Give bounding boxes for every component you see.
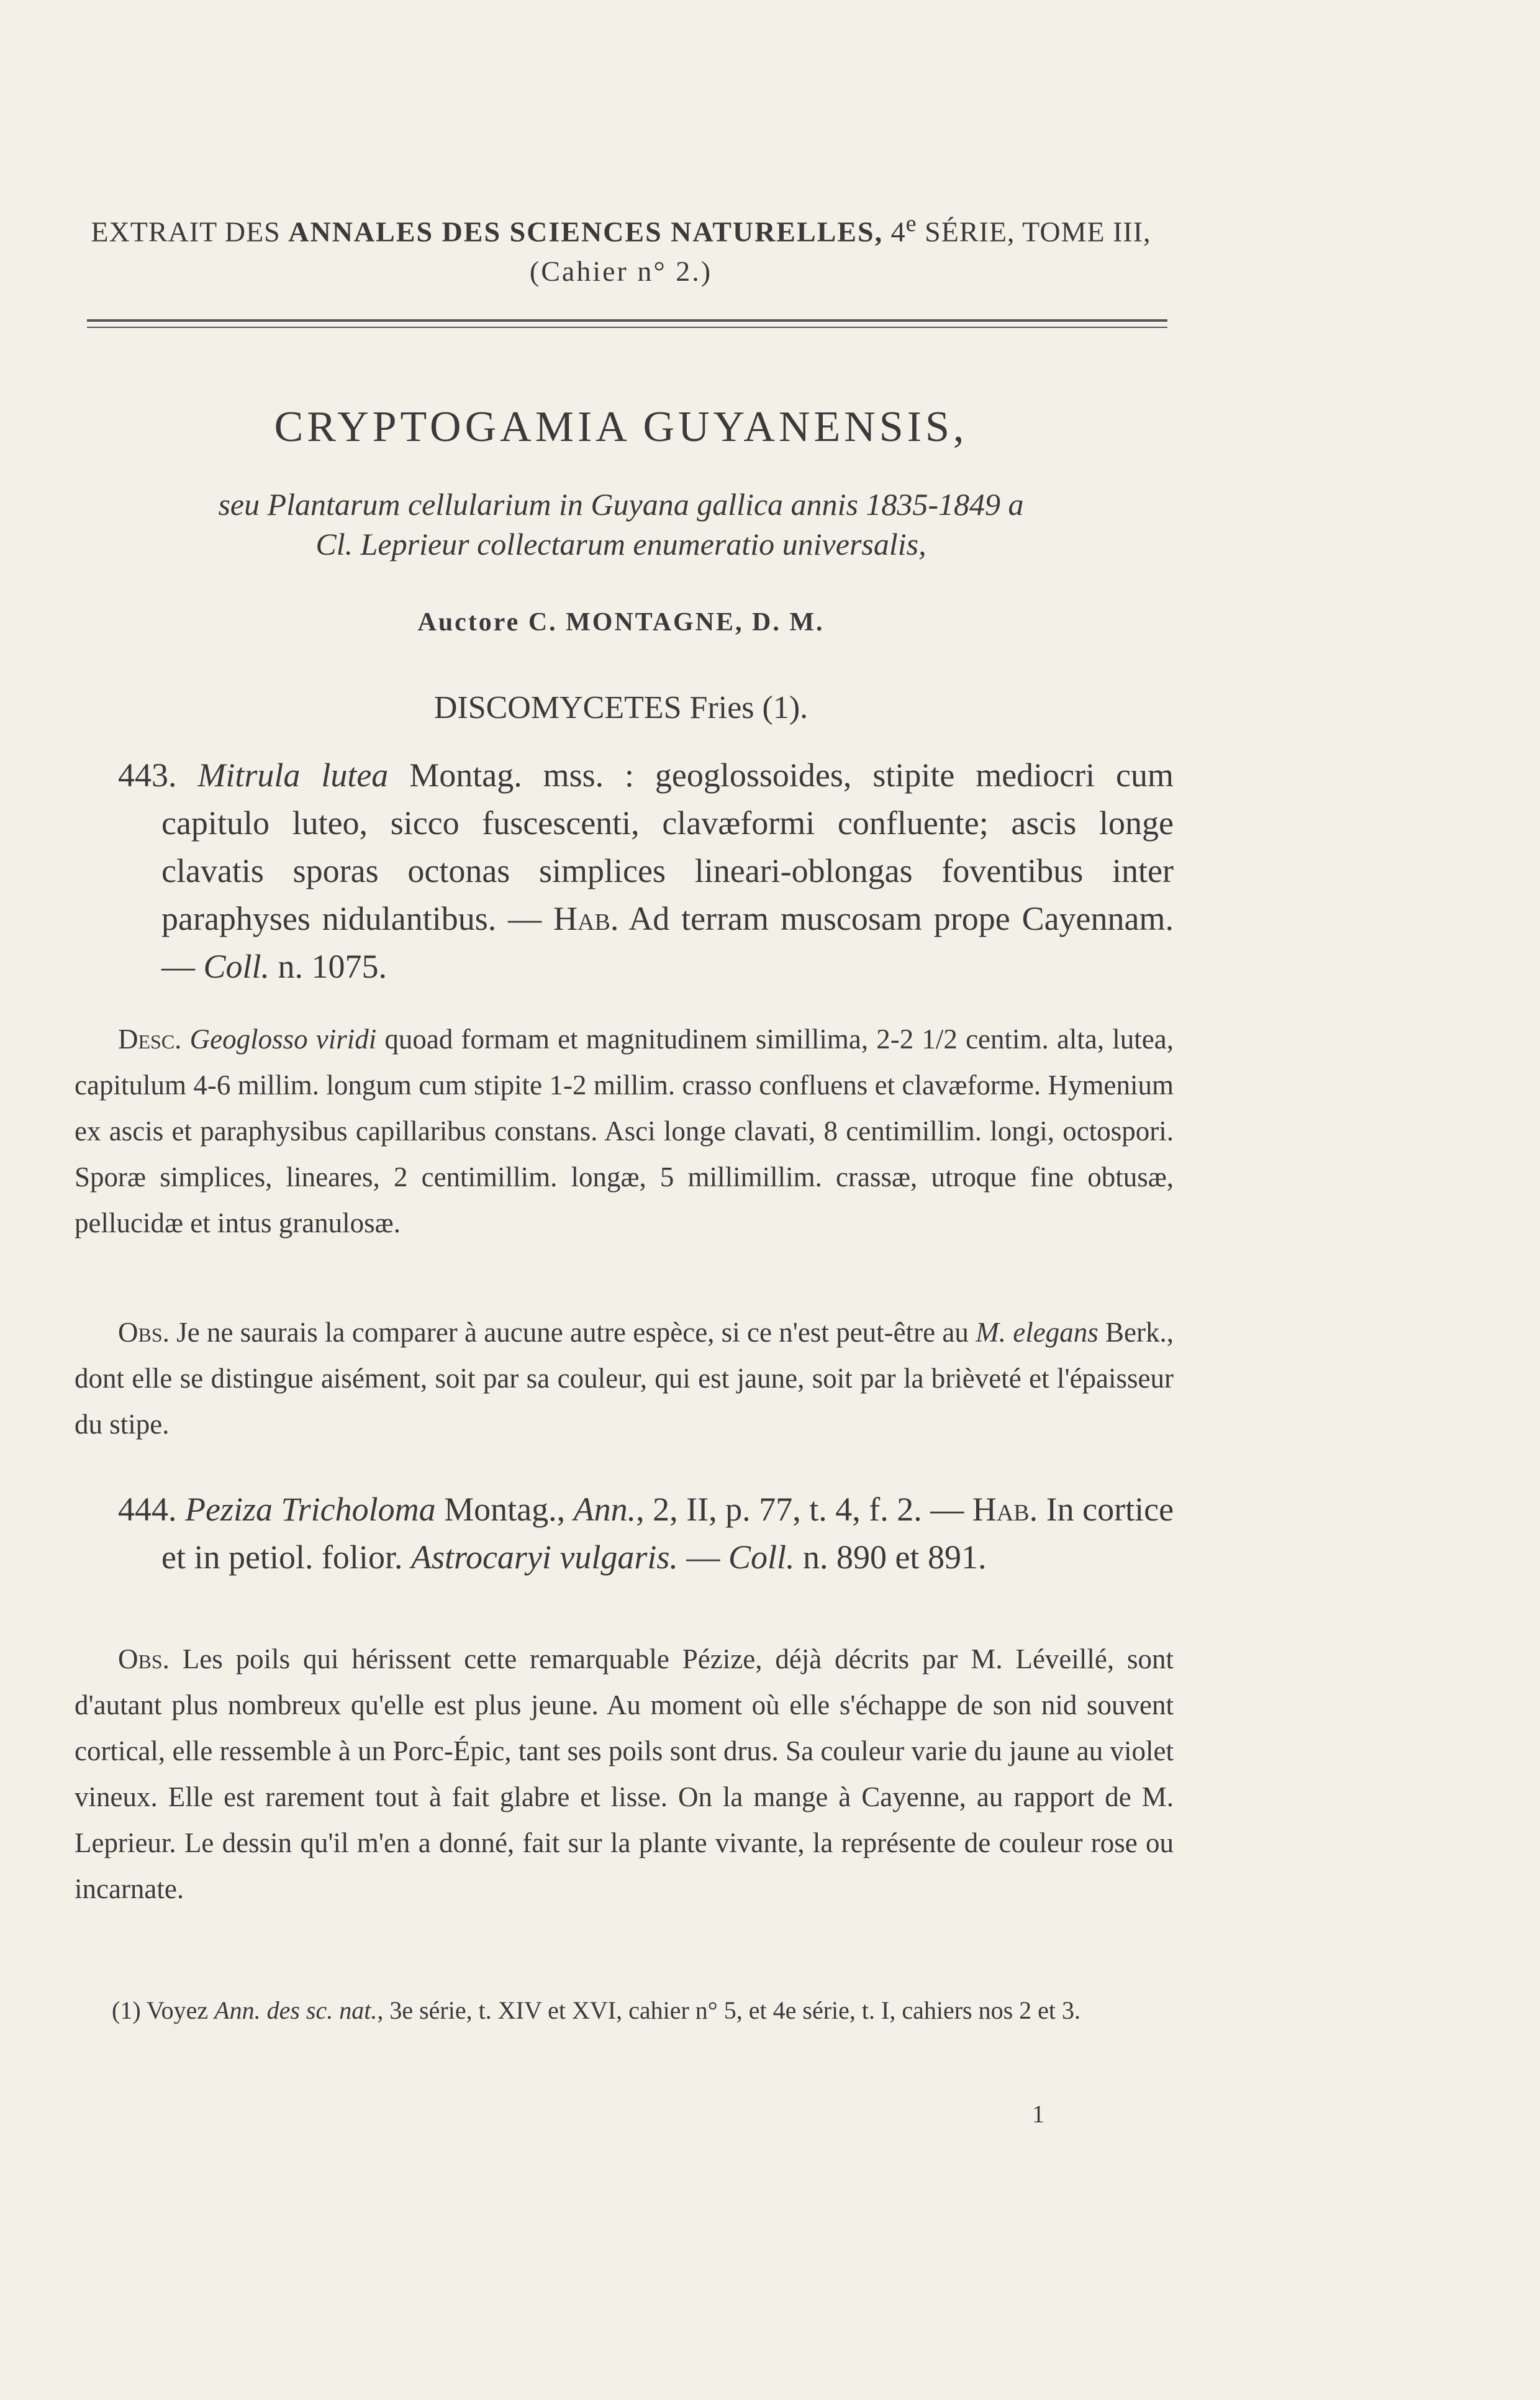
- footnote-text-1: Voyez: [146, 1996, 209, 2024]
- hab-text: In cortice et in petiol. folior.: [161, 1491, 1174, 1576]
- header-rule-thin: [87, 327, 1167, 328]
- host-name: Astrocaryi vulgaris.: [410, 1539, 678, 1576]
- species-entry-443: [118, 752, 1174, 991]
- entry-number: 443.: [118, 757, 177, 794]
- main-title: CRYPTOGAMIA GUYANENSIS,: [274, 403, 968, 451]
- obs-text: Les poils qui hérissent cette remarquable Pézize, déjà décrits par M. Léveillé, sont d'autant plus nombreux qu'elle est plus jeune. Au moment où elle s'échappe de son nid souvent cortical, elle ressemble à un Porc-Épic, tant ses poils sont drus. Sa couleur varie du jaune au violet vineux. Elle est rarement tout à fait glabre et lisse. On la mange à Cayenne, au rapport de M. Leprieur. Le dessin qu'il m'en a donné, fait sur la plante vivante, la représente de couleur rose ou incarnate.: [75, 1643, 1174, 1904]
- coll-text: n. 1075.: [278, 948, 387, 985]
- series-sup: e: [905, 211, 917, 237]
- obs-italic: M. elegans: [976, 1317, 1098, 1348]
- hab-label: Hab.: [972, 1491, 1038, 1528]
- species-name: Peziza Tricholoma: [185, 1491, 436, 1528]
- header-prefix: EXTRAIT DES: [91, 216, 281, 248]
- description-paragraph: [75, 1016, 1174, 1246]
- coll-label: Coll.: [728, 1539, 795, 1576]
- journal-header: [75, 210, 1167, 248]
- species-name: Mitrula lutea: [197, 757, 389, 794]
- series-rest: SÉRIE, TOME III,: [925, 216, 1151, 248]
- ref-text: , 2, II, p. 77, t. 4, f. 2. —: [636, 1491, 964, 1528]
- desc-comparison: Geoglosso viridi: [189, 1024, 377, 1055]
- journal-name: ANNALES DES SCIENCES NATURELLES,: [288, 216, 884, 248]
- footnote-italic: Ann. des sc. nat.: [214, 1996, 378, 2024]
- subtitle: [93, 484, 1149, 564]
- footnote-mark: (1): [112, 1996, 141, 2024]
- footnote-text-2: , 3e série, t. XIV et XVI, cahier n° 5, et 4e série, t. I, cahiers nos 2 et 3.: [377, 1996, 1081, 2024]
- hab-text: Ad terram muscosam prope Cayennam. —: [161, 900, 1174, 985]
- subtitle-line-2: Cl. Leprieur collectarum enumeratio universalis,: [315, 527, 926, 561]
- observation-paragraph-1: [75, 1309, 1174, 1447]
- section-title: DISCOMYCETES Fries (1).: [433, 690, 808, 725]
- subtitle-line-1: seu Plantarum cellularium in Guyana gallica annis 1835-1849 a: [218, 487, 1024, 522]
- obs-text-1: Je ne saurais la comparer à aucune autre espèce, si ce n'est peut-être au: [176, 1317, 969, 1348]
- obs-label: Obs.: [118, 1643, 170, 1675]
- desc-text: quoad formam et magnitudinem simillima, 2-2 1/2 centim. alta, lutea, capitulum 4-6 millim. longum cum stipite 1-2 millim. crasso confluens et clavæforme. Hymenium ex ascis et paraphysibus capillaribus constans. Asci longe clavati, 8 centimillim. longi, octospori. Sporæ simplices, lineares, 2 centimillim. longæ, 5 millimillim. crassæ, utroque fine obtusæ, pellucidæ et intus granulosæ.: [75, 1024, 1174, 1239]
- entry-number: 444.: [118, 1491, 177, 1528]
- coll-label: Coll.: [203, 948, 270, 985]
- desc-label: Desc.: [118, 1024, 182, 1055]
- signature-mark: 1: [1032, 2100, 1044, 2128]
- footnote: [75, 1990, 1174, 2031]
- species-entry-444: [118, 1486, 1174, 1581]
- entry-authority: Montag.,: [444, 1491, 566, 1528]
- series-number: 4: [890, 216, 906, 248]
- cahier-number: (Cahier n° 2.): [529, 255, 713, 287]
- obs-label: Obs.: [118, 1317, 170, 1348]
- author-line: Auctore C. MONTAGNE, D. M.: [417, 608, 825, 637]
- observation-paragraph-2: [75, 1636, 1174, 1912]
- hab-label: Hab.: [553, 900, 619, 937]
- ann-ref: Ann.: [573, 1491, 636, 1528]
- coll-text: n. 890 et 891.: [802, 1539, 987, 1576]
- header-rule: [87, 319, 1167, 322]
- obs-text-2: Berk., dont elle se distingue aisément, soit par sa couleur, qui est jaune, soit par la brièveté et l'épaisseur du stipe.: [75, 1317, 1174, 1440]
- entry-authority: Montag. mss. : geoglossoides, stipite mediocri cum capitulo luteo, sicco fuscescenti, clavæformi confluente; ascis longe clavatis sporas octonas simplices lineari-oblongas foventibus inter paraphyses nidulantibus. —: [161, 757, 1174, 937]
- dash: —: [686, 1539, 720, 1576]
